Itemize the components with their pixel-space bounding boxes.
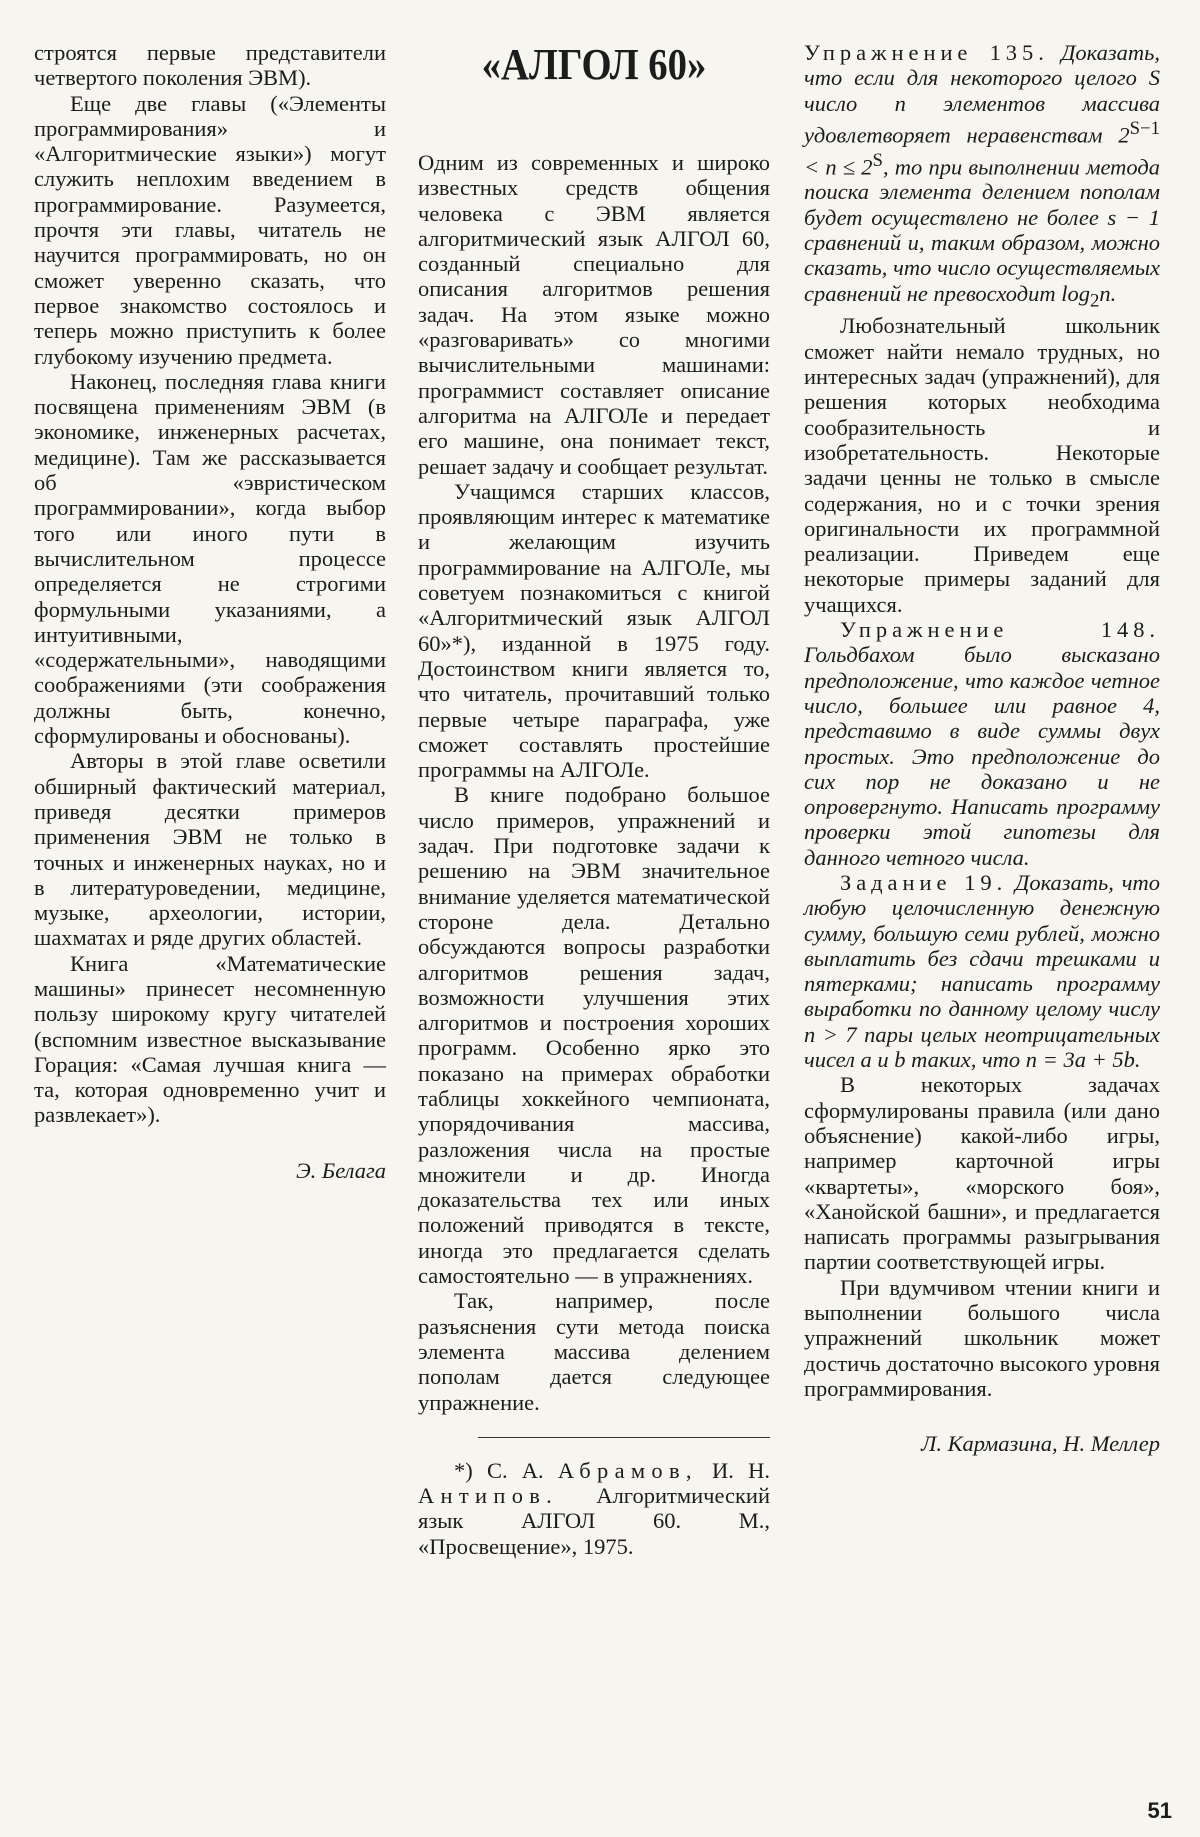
column-middle [418,150,770,1559]
column-right [804,40,1160,1457]
footnote-initials: И. Н. [697,1457,771,1483]
paragraph: Одним из современных и широко известных средств общения человека с ЭВМ является алгоритмический язык АЛГОЛ 60, созданный специально для описания алгоритмов решения задач. На этом языке можно «разговаривать» со многими вычислительными машинами: программист составляет описание алгоритма на АЛГОЛе и передает его машине, она понимает текст, решает задачу и сообщает результат. [418,150,770,479]
paragraph: Еще две главы («Элементы программирования» и «Алгоритмические языки») могут служить неплохим введением в программирование. Разумеется, прочтя эти главы, читатель не научится программировать, но он сможет уверенно сказать, что первое знакомство состоялось и теперь можно приступить к более глубокому изучению предмета. [34,90,386,369]
footnote-author: Абрамов, [557,1457,698,1483]
paragraph: Книга «Математические машины» принесет несомненную пользу широкому кругу читателей (вспомним известное высказывание Горация: «Самая лучшая книга — та, которая одновременно учит и развлекает»). [34,950,386,1128]
footnote-author: Антипов. [418,1483,559,1509]
exercise [804,40,1160,313]
exercise-text: < n ≤ 2 [804,154,873,180]
footnote [418,1458,770,1559]
exercise [804,617,1160,870]
exercise-label: Упражнение 148. [840,617,1160,643]
task-label: Задание 19. [840,870,1008,895]
paragraph: Учащимся старших классов, проявляющим интерес к математике и желающим изучить программирование на АЛГОЛе, мы советуем познакомиться с книгой «Алгоритмический язык АЛГОЛ 60»*), изданной в 1975 году. Достоинством книги является то, что читатель, прочитавший только первые четыре параграфа, уже сможет составлять простейшие программы на АЛГОЛе. [418,478,770,783]
footnote-source: Алгоритмический язык АЛГОЛ 60. М., «Просвещение», 1975. [418,1483,770,1559]
paragraph: Наконец, последняя глава книги посвящена применениям ЭВМ (в экономике, инженерных расчетах, медицине). Там же рассказывается об «эвристическом программировании», когда выбор того или иного пути в вычислительном процессе определяется не строгими формульными указаниями, а интуитивными, «содержательными», наводящими соображениями (эти соображения должны быть, конечно, сформулированы и обоснованы). [34,368,386,749]
exercise-text: n. [1099,280,1117,306]
exercise-label: Упражнение 135. [804,40,1049,65]
log-base: 2 [1090,290,1100,312]
review-signature: Л. Кармазина, Н. Меллер [921,1431,1160,1457]
paragraph: В книге подобрано большое число примеров, упражнений и задач. При подготовке задачи к решению на ЭВМ значительное внимание уделяется математической стороне дела. Детально обсуждаются вопросы разработки алгоритмов решения задач, возможности улучшения этих алгоритмов и построения хороших программ. Особенно ярко это показано на примерах обработки таблицы хоккейного чемпионата, упорядочивания массива, разложения числа на простые множители и др. Иногда доказательства тех или иных положений приводятся в тексте, иногда это предлагается сделать самостоятельно — в упражнениях. [418,782,770,1289]
paragraph: При вдумчивом чтении книги и выполнении большого числа упражнений школьник может достичь достаточно высокого уровня программирования. [804,1274,1160,1401]
paragraph: В некоторых задачах сформулированы правила (или дано объяснение) какой-либо игры, например карточной игры «квартеты», «морского боя», «Ханойской башни», и предлагается написать программы разыгрывания партии соответствующей игры. [804,1072,1160,1275]
column-left [34,40,386,1183]
review-signature: Э. Белага [295,1157,386,1183]
page-number: 51 [1147,1798,1172,1823]
paragraph: Так, например, после разъяснения сути метода поиска элемента массива делением пополам дается следующее упражнение. [418,1288,770,1415]
task-text: Доказать, что любую целочисленную денежную сумму, большую семи рублей, можно выплатить без сдачи трешками и пятерками; написать программу выработки по данному целому числу n > 7 пары целых неотрицательных чисел a и b таких, что n = 3a + 5b. [804,870,1160,1073]
exponent: S−1 [1129,117,1160,139]
paragraph: Авторы в этой главе осветили обширный фактический материал, приведя десятки примеров применения ЭВМ не только в точных и инженерных науках, но и в литературоведении, медицине, музыке, археологии, истории, шахматах и ряде других областей. [34,748,386,951]
exercise-text: Гольдбахом было высказано предположение, что каждое четное число, большее или равное 4, представимо в виде суммы двух простых. Это предположение до сих пор не доказано и не опровергнуто. Написать программу проверки этой гипотезы для данного четного числа. [804,642,1160,870]
task [804,870,1160,1072]
exponent: S [872,149,883,171]
paragraph: Любознательный школьник сможет найти немало трудных, но интересных задач (упражнений), для решения которых необходима сообразительность и изобретательность. Некоторые задачи ценны не только в смысле содержания, но и с точки зрения оригинальности их программной реализации. Приведем еще некоторые примеры заданий для учащихся. [804,313,1160,617]
footnote-divider [478,1437,770,1438]
exercise-text: , то при выполнении метода поиска элемента делением пополам будет осуществлено не более s − 1 сравнений и, таким образом, можно сказать, что число осуществляемых сравнений не превосходит log [804,154,1160,306]
footnote-mark: *) С. А. [454,1457,558,1483]
exercise-text: Доказать, что если для некоторого целого S число n элементов массива удовлетворяет неравенствам 2 [804,40,1161,148]
article-title: «АЛГОЛ 60» [481,40,707,89]
paragraph: строятся первые представители четвертого поколения ЭВМ). [34,40,386,91]
